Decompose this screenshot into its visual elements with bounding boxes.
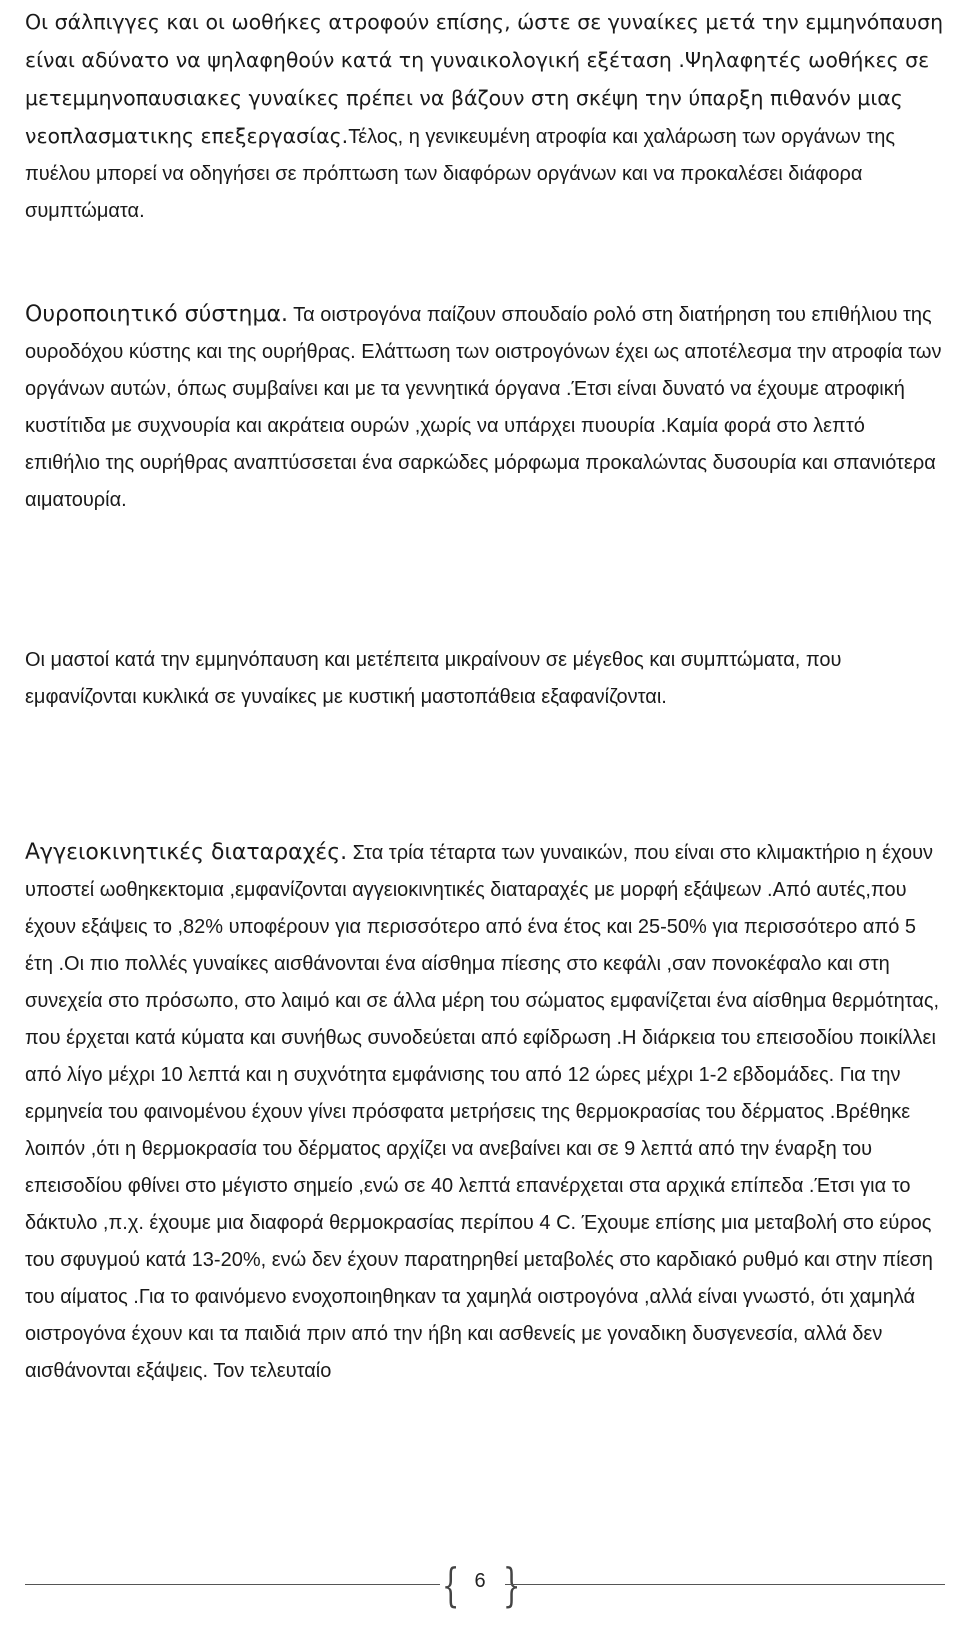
page-number: 6	[474, 1570, 486, 1592]
paragraph-breasts	[25, 642, 945, 716]
section-heading-vasomotor: Αγγειοκινητικές διαταραχές.	[25, 840, 348, 865]
paragraph-breasts-body: Οι μαστοί κατά την εμμηνόπαυση και μετέπειτα μικραίνουν σε μέγεθος και συμπτώματα, που εμφανίζονται κυκλικά σε γυναίκες με κυστική μαστοπάθεια εξαφανίζονται.	[25, 649, 842, 708]
section-heading-urinary: Ουροποιητικό σύστημα.	[25, 302, 288, 327]
paragraph-urinary-system	[25, 296, 945, 519]
paragraph-vasomotor-body: Στα τρία τέταρτα των γυναικών, που είναι στο κλιμακτήριο η έχουν υποστεί ωοθηκεκτομια ,εμφανίζονται αγγειοκινητικές διαταραχές με μορφή εξάψεων .Από αυτές,που έχουν εξάψεις το ,82% υποφέρουν για περισσότερο από ένα έτος και 25-50% για περισσότερο από 5 έτη .Οι πιο πολλές γυναίκες αισθάνονται ένα αίσθημα πίεσης στο κεφάλι ,σαν πονοκέφαλο και στη συνεχεία στο πρόσωπο, στο λαιμό και σε άλλα μέρη του σώματος εμφανίζεται ένα αίσθημα θερμότητας, που έρχεται κατά κύματα και συνήθως συνοδεύεται από εφίδρωση .Η διάρκεια του επεισοδίου ποικίλλει από λίγο μέχρι 10 λεπτά και η συχνότητα εμφάνισης του από 12 ώρες μέχρι 1-2 εβδομάδες. Για την ερμηνεία του φαινομένου έχουν γίνει πρόσφατα μετρήσεις της θερμοκρασίας του δέρματος .Βρέθηκε λοιπόν ,ότι η θερμοκρασία του δέρματος αρχίζει να ανεβαίνει και σε 9 λεπτά από την έναρξη του επεισοδίου φθίνει στο μέγιστο σημείο ,ενώ σε 40 λεπτά επανέρχεται στα αρχικά επίπεδα .Έτσι για το δάκτυλο ,π.χ. έχουμε μια διαφορά θερμοκρασίας περίπου 4 C. Έχουμε επίσης μια μεταβολή στο εύρος του σφυγμού κατά 13-20%, ενώ δεν έχουν παρατηρηθεί μεταβολές στο καρδιακό ρυθμό και στην πίεση του αίματος .Για το φαινόμενο ενοχοποιηθηκαν τα χαμηλά οιστρογόνα ,αλλά είναι γνωστό, ότι χαμηλά οιστρογόνα έχουν και τα παιδιά πριν από την ήβη και ασθενείς με γοναδικη δυσγενεσία, αλλά δεν αισθάνονται εξάψεις. Τον τελευταίο	[25, 842, 940, 1382]
footer-rule-left	[25, 1584, 440, 1585]
paragraph-atrophy	[25, 4, 945, 230]
right-brace-ornament: }	[502, 1558, 521, 1612]
left-brace-ornament: {	[441, 1558, 460, 1612]
paragraph-atrophy-lead: Οι σάλπιγγες και οι ωοθήκες ατροφούν επίσης, ώστε σε γυναίκες μετά την εμμηνόπαυση είναι αδύνατο να ψηλαφηθούν κατά τη γυναικολογική εξέταση .Ψηλαφητές ωοθήκες σε μετεμμηνοπαυσιακες γυναίκες πρέπει να βάζουν στη σκέψη την ύπαρξη πιθανόν μιας νεοπλασματικης επεξεργασίας.	[25, 10, 944, 148]
paragraph-atrophy-rest: Τέλος, η γενικευμένη ατροφία και χαλάρωση των οργάνων της πυέλου μπορεί να οδηγήσει σε πρόπτωση των διαφόρων οργάνων και να προκαλέσει διάφορα συμπτώματα.	[25, 126, 896, 222]
paragraph-vasomotor	[25, 834, 945, 1390]
page-footer	[0, 1560, 960, 1610]
paragraph-urinary-body: Τα οιστρογόνα παίζουν σπουδαίο ρολό στη διατήρηση του επιθήλιου της ουροδόχου κύστης και της ουρήθρας. Ελάττωση των οιστρογόνων έχει ως αποτέλεσμα την ατροφία των οργάνων αυτών, όπως συμβαίνει και με τα γεννητικά όργανα .Έτσι είναι δυνατό να έχουμε ατροφική κυστίτιδα με συχνουρία και ακράτεια ουρών ,χωρίς να υπάρχει πυουρία .Καμία φορά στο λεπτό επιθήλιο της ουρήθρας αναπτύσσεται ένα σαρκώδες μόρφωμα προκαλώντας δυσουρία και σπανιότερα αιματουρία.	[25, 304, 942, 511]
footer-rule-right	[505, 1584, 945, 1585]
